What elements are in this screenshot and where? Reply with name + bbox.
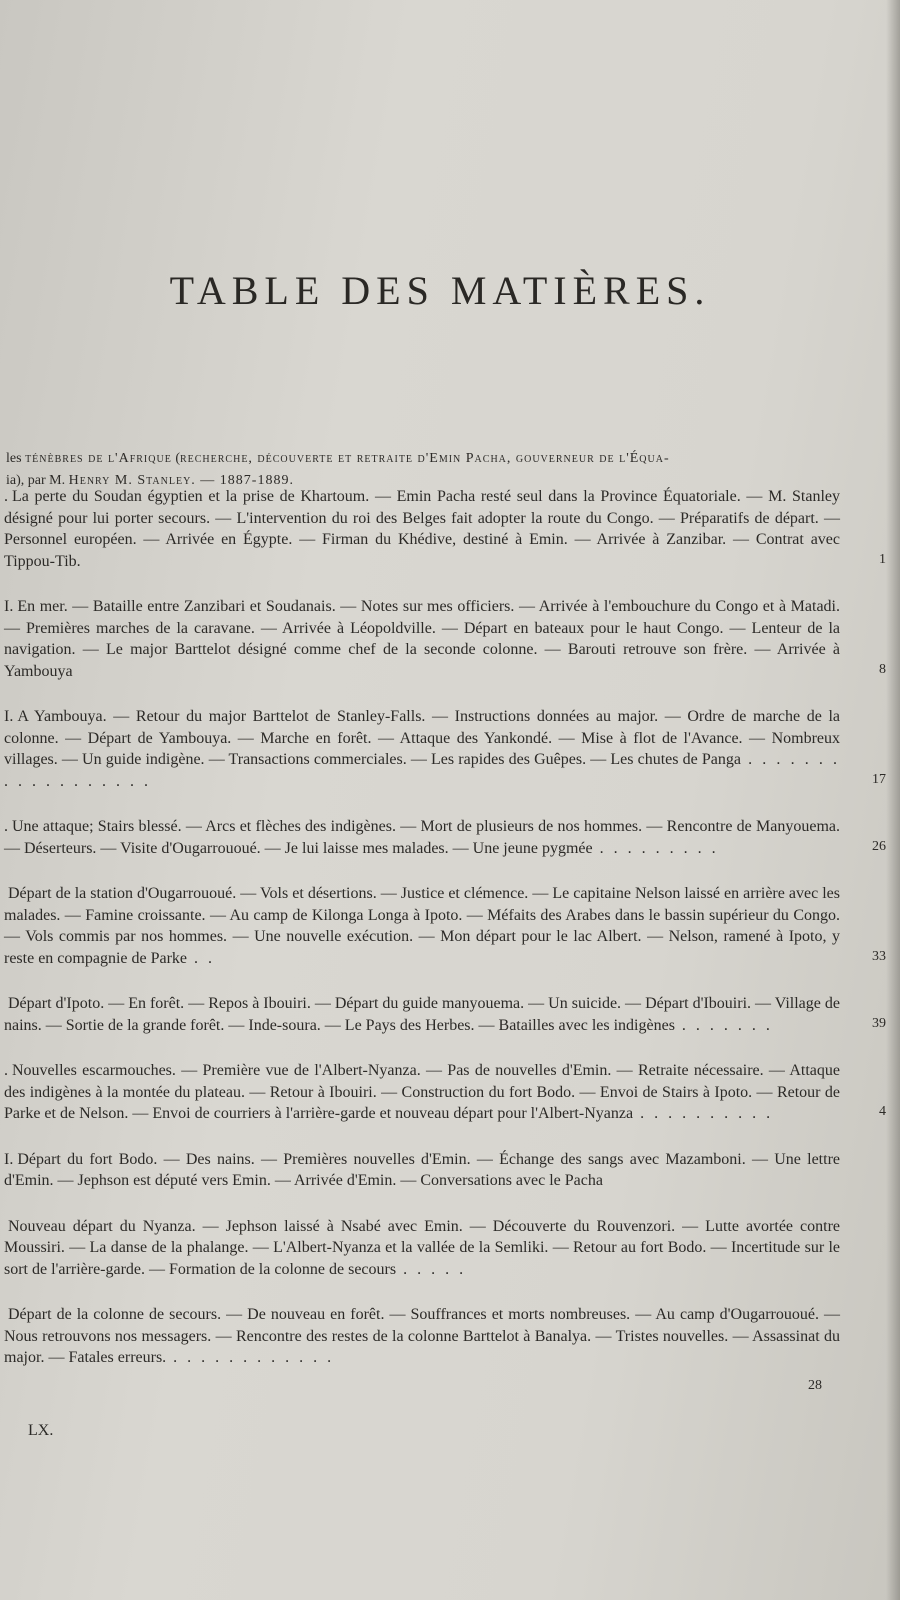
page-number: 4: [879, 1104, 886, 1119]
dot-leader: . . . . . . .: [674, 1016, 773, 1034]
header-line2-end: M. Stanley. — 1887-1889.: [110, 473, 294, 488]
toc-entry: [4, 816, 900, 859]
page-number: 17: [872, 771, 886, 787]
toc-entry: [4, 1304, 900, 1369]
page-number: 26: [872, 838, 886, 854]
signature-mark: 28: [808, 1378, 822, 1393]
chapter-summary: A Yambouya. — Retour du major Barttelot de Stanley-Falls. — Instructions données au major. — Ordre de marche de la colonne. — Départ de Yambouya. — Marche en forêt. — Attaque des Yankondé. — Mise à flot de l'Avance. — Nombreux villages. — Un guide indigène. — Transactions commerciales. — Les rapides des Guêpes. — Les chutes de Panga: [4, 708, 840, 768]
chapter-summary: Départ de la colonne de secours. — De nouveau en forêt. — Souffrances et morts nombreuses. — Au camp d'Ougarrououé. — Nous retrouvons nos messagers. — Rencontre des restes de la colonne Barttelot à Banalya. — Tristes nouvelles. — Assassinat du major. — Fatales erreurs.: [4, 1306, 840, 1366]
chapter-summary: Départ d'Ipoto. — En forêt. — Repos à Ibouiri. — Départ du guide manyouema. — Un suicide. — Départ d'Ibouiri. — Village de nains. — Sortie de la grande forêt. — Inde-soura. — Le Pays des Herbes. — Batailles avec les indigènes: [4, 995, 840, 1034]
dot-leader: . . . . . . . . . . . .: [166, 1349, 335, 1366]
page-number: 33: [872, 948, 886, 964]
chapter-number: .: [4, 488, 8, 505]
dot-leader: . .: [187, 949, 216, 967]
toc-entry-body: [4, 1149, 840, 1192]
chapter-summary: Une attaque; Stairs blessé. — Arcs et flèches des indigènes. — Mort de plusieurs de nos hommes. — Rencontre de Manyouema. — Déserteurs. — Visite d'Ougarrououé. — Je lui laisse mes malades. — Une jeune pygmée: [4, 818, 840, 857]
header-smallcaps-2: recherche, découverte et retraite d'Emin Pacha, gouverneur de l'Équa-: [179, 451, 670, 466]
chapter-number: I.: [4, 708, 14, 725]
header-lead: les: [6, 451, 26, 466]
toc-entry-body: [4, 486, 840, 572]
toc-entry-body: [4, 1060, 840, 1125]
toc-entry: [4, 883, 900, 969]
toc-entry: [4, 1216, 900, 1281]
page-number: 39: [872, 1015, 886, 1031]
toc-entry: [4, 1149, 900, 1192]
header-line2-start: ia), par M.: [6, 473, 69, 488]
dot-leader: . . . . . . . . . .: [633, 1105, 774, 1122]
chapter-number: .: [4, 818, 8, 835]
toc-entry: [4, 706, 900, 792]
header-mid: (: [171, 451, 180, 466]
toc-entry-body: [4, 816, 840, 859]
page-number: 1: [879, 551, 886, 567]
chapter-summary: Nouveau départ du Nyanza. — Jephson laissé à Nsabé avec Emin. — Découverte du Rouvenzori. — Lutte avortée contre Moussiri. — La danse de la phalange. — L'Albert-Nyanza et la vallée de la Semliki. — Retour au fort Bodo. — Incertitude sur le sort de l'arrière-garde. — Formation de la colonne de secours: [4, 1217, 840, 1278]
chapter-summary: La perte du Soudan égyptien et la prise de Khartoum. — Emin Pacha resté seul dans la Province Équatoriale. — M. Stanley désigné pour lui porter secours. — L'intervention du roi des Belges fait adopter la route du Congo. — Préparatifs de départ. — Personnel européen. — Arrivée en Égypte. — Firman du Khédive, destiné à Emin. — Arrivée à Zanzibar. — Contrat avec Tippou-Tib.: [4, 488, 840, 570]
toc-entry: [4, 993, 900, 1036]
header-smallcaps-1: ténèbres de l'Afrique: [25, 451, 172, 466]
page-title: TABLE DES MATIÈRES.: [169, 267, 711, 313]
toc-entry-body: [4, 993, 840, 1036]
chapter-summary: En mer. — Bataille entre Zanzibari et Soudanais. — Notes sur mes officiers. — Arrivée à l'embouchure du Congo et à Matadi. — Premières marches de la caravane. — Arrivée à Léopoldville. — Départ en bateaux pour le haut Congo. — Lenteur de la navigation. — Le major Barttelot désigné comme chef de la seconde colonne. — Barouti retrouve son frère. — Arrivée à Yambouya: [4, 598, 840, 680]
toc-entry-body: [4, 1304, 840, 1369]
chapter-number: .: [4, 1062, 8, 1079]
toc-entry: [4, 1060, 900, 1125]
chapter-summary: Départ de la station d'Ougarrououé. — Vols et désertions. — Justice et clémence. — Le capitaine Nelson laissé en arrière avec les malades. — Famine croissante. — Au camp de Kilonga Longa à Ipoto. — Méfaits des Arabes dans le bassin supérieur du Congo. — Vols commis par nos hommes. — Une nouvelle exécution. — Mon départ pour le lac Albert. — Nelson, ramené à Ipoto, y reste en compagnie de Parke: [4, 885, 840, 967]
chapter-summary: Nouvelles escarmouches. — Première vue de l'Albert-Nyanza. — Pas de nouvelles d'Emin. — Retraite nécessaire. — Attaque des indigènes à la montée du plateau. — Retour à Ibouiri. — Construction du fort Bodo. — Envoi de Stairs à Ipoto. — Retour de Parke et de Nelson. — Envoi de courriers à l'arrière-garde et nouveau départ pour l'Albert-Nyanza: [4, 1062, 840, 1122]
toc-entry-body: [4, 596, 840, 682]
page-footer: LX.: [28, 1422, 54, 1439]
header-author-first: Henry: [68, 473, 111, 488]
toc-entry-body: [4, 706, 840, 792]
dot-leader: . . . . .: [396, 1260, 467, 1278]
page-number: 8: [879, 661, 886, 677]
chapter-number: I.: [4, 1150, 14, 1168]
dot-leader: . . . . . . . . . . . . . . . . . .: [4, 751, 841, 790]
dot-leader: . . . . . . . . .: [592, 839, 719, 857]
toc-entries: [4, 486, 900, 1393]
chapter-summary: Départ du fort Bodo. — Des nains. — Premières nouvelles d'Emin. — Échange des sangs avec Mazamboni. — Une lettre d'Emin. — Jephson est député vers Emin. — Arrivée d'Emin. — Conversations avec le Pacha: [4, 1150, 840, 1189]
toc-entry-body: [4, 1216, 840, 1281]
toc-entry-body: [4, 883, 840, 969]
chapter-number: I.: [4, 598, 14, 615]
toc-entry: [4, 596, 900, 682]
toc-entry: [4, 486, 900, 572]
